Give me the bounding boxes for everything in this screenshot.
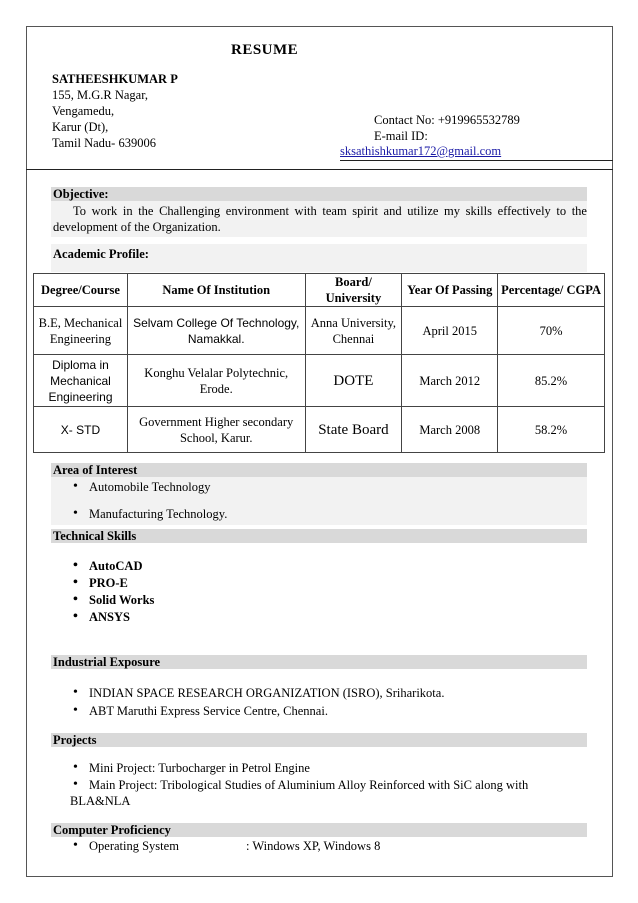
table-row xyxy=(34,307,605,355)
table-cell-board: State Board xyxy=(305,407,402,453)
address-line: Vengamedu, xyxy=(52,104,115,118)
exposure-heading: Industrial Exposure xyxy=(53,655,161,669)
section-shade xyxy=(51,187,587,201)
address-line: 155, M.G.R Nagar, xyxy=(52,88,149,102)
objective-text: To work in the Challenging environment with team spirit and utilize my skills effectively to the development of the Organization. xyxy=(53,204,587,234)
academic-heading: Academic Profile: xyxy=(53,247,149,261)
table-cell-degree: B.E, Mechanical Engineering xyxy=(34,307,128,355)
project-continuation: BLA&NLA xyxy=(70,794,131,808)
contact-email-label: E-mail ID: xyxy=(374,129,428,143)
address-line: Tamil Nadu- 639006 xyxy=(52,136,156,150)
table-cell-year: April 2015 xyxy=(402,307,498,355)
table-cell-board: DOTE xyxy=(305,355,402,407)
table-row xyxy=(34,407,605,453)
column-header: Board/ University xyxy=(305,274,402,307)
column-header: Percentage/ CGPA xyxy=(498,274,605,307)
section-shade xyxy=(51,733,587,747)
computer-heading: Computer Proficiency xyxy=(53,823,171,837)
objective-heading: Objective: xyxy=(53,187,109,201)
column-header: Year Of Passing xyxy=(402,274,498,307)
contact-phone: Contact No: +919965532789 xyxy=(374,113,520,127)
candidate-name: SATHEESHKUMAR P xyxy=(52,72,178,86)
header-divider-short xyxy=(340,160,613,161)
table-cell-year: March 2012 xyxy=(402,355,498,407)
table-cell-degree: X- STD xyxy=(34,407,128,453)
table-header-row xyxy=(34,274,605,307)
contact-email-link[interactable]: sksathishkumar172@gmail.com xyxy=(340,144,502,158)
skills-heading: Technical Skills xyxy=(53,529,137,543)
table-cell-percentage: 85.2% xyxy=(498,355,605,407)
table-cell-institution: Government Higher secondary School, Karur. xyxy=(127,407,305,453)
header-divider xyxy=(26,169,613,170)
table-cell-degree: Diploma in Mechanical Engineering xyxy=(34,355,128,407)
table-cell-year: March 2008 xyxy=(402,407,498,453)
table-row xyxy=(34,355,605,407)
table-cell-institution: Konghu Velalar Polytechnic, Erode. xyxy=(127,355,305,407)
column-header: Name Of Institution xyxy=(127,274,305,307)
table-cell-board: Anna University, Chennai xyxy=(305,307,402,355)
projects-heading: Projects xyxy=(53,733,97,747)
table-cell-institution: Selvam College Of Technology, Namakkal. xyxy=(127,307,305,355)
column-header: Degree/Course xyxy=(34,274,128,307)
resume-title: RESUME xyxy=(231,42,299,58)
address-line: Karur (Dt), xyxy=(52,120,109,134)
academic-table xyxy=(33,273,605,453)
os-value: : Windows XP, Windows 8 xyxy=(246,839,381,853)
table-cell-percentage: 58.2% xyxy=(498,407,605,453)
table-cell-percentage: 70% xyxy=(498,307,605,355)
interest-heading: Area of Interest xyxy=(53,463,138,477)
